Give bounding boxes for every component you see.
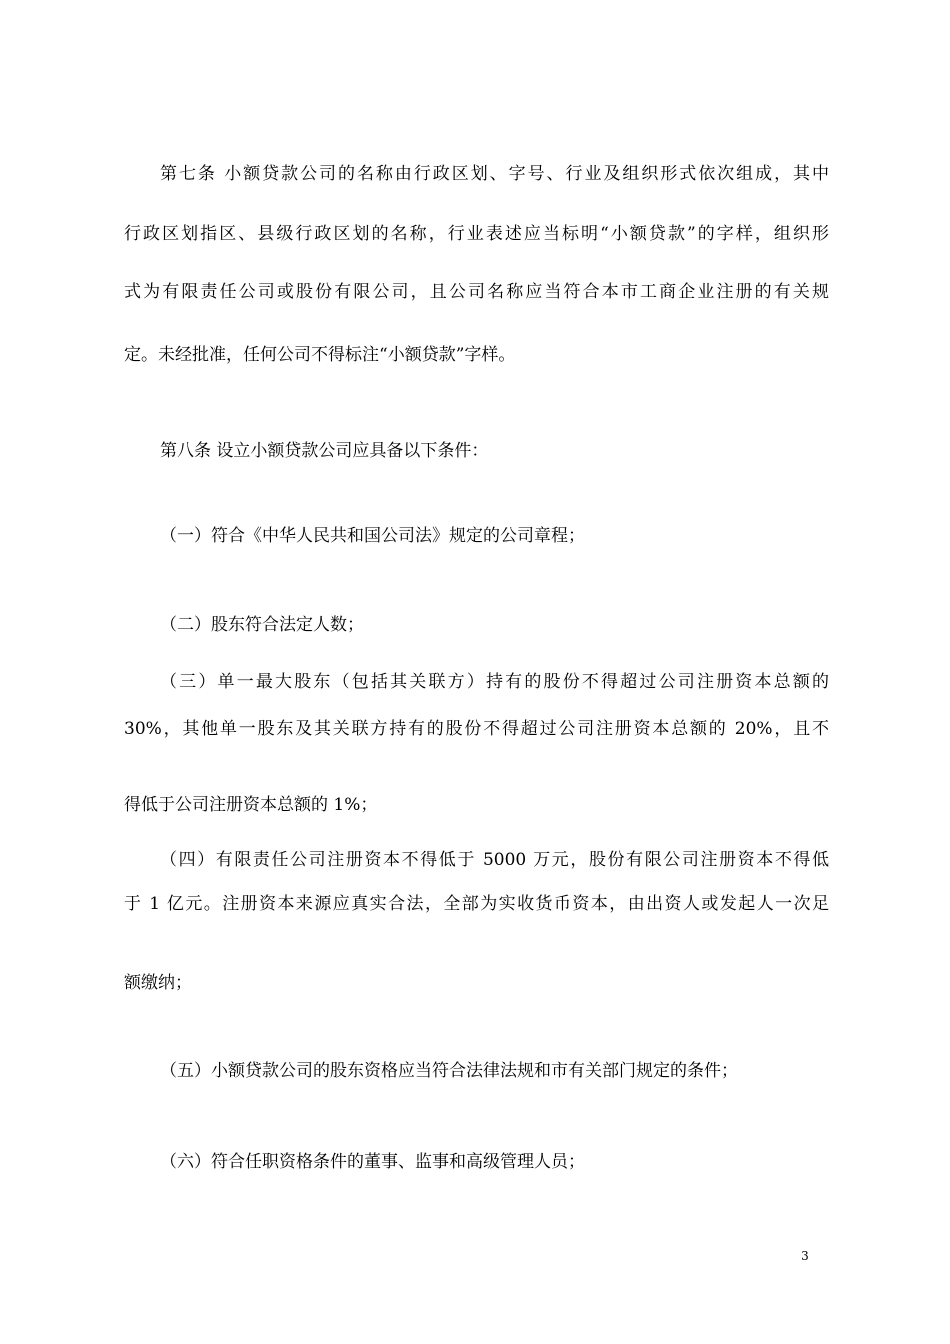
article-7-line-3: 式为有限责任公司或股份有限公司，且公司名称应当符合本市工商企业注册的有关规	[124, 282, 829, 302]
condition-4-line-2: 于 1 亿元。注册资本来源应真实合法，全部为实收货币资本，由出资人或发起人一次足	[124, 894, 829, 914]
condition-1: （一）符合《中华人民共和国公司法》规定的公司章程；	[160, 526, 585, 546]
article-8-heading: 第八条 设立小额贷款公司应具备以下条件：	[160, 441, 489, 461]
condition-2: （二）股东符合法定人数；	[160, 615, 364, 635]
condition-5: （五）小额贷款公司的股东资格应当符合法律法规和市有关部门规定的条件；	[160, 1061, 738, 1081]
article-7-line-1: 第七条 小额贷款公司的名称由行政区划、字号、行业及组织形式依次组成，其中	[160, 164, 829, 184]
condition-3-line-2: 30%，其他单一股东及其关联方持有的股份不得超过公司注册资本总额的 20%，且不	[124, 719, 829, 739]
article-7-line-4: 定。未经批准，任何公司不得标注“小额贷款”字样。	[124, 345, 516, 365]
condition-4-line-3: 额缴纳；	[124, 973, 192, 993]
condition-3-line-1: （三）单一最大股东（包括其关联方）持有的股份不得超过公司注册资本总额的	[160, 672, 829, 692]
page-number: 3	[801, 1249, 809, 1263]
article-7-line-2: 行政区划指区、县级行政区划的名称，行业表述应当标明“小额贷款”的字样，组织形	[124, 224, 829, 244]
condition-6: （六）符合任职资格条件的董事、监事和高级管理人员；	[160, 1152, 585, 1172]
condition-4-line-1: （四）有限责任公司注册资本不得低于 5000 万元，股份有限公司注册资本不得低	[160, 850, 829, 870]
condition-3-line-3: 得低于公司注册资本总额的 1%；	[124, 795, 378, 815]
